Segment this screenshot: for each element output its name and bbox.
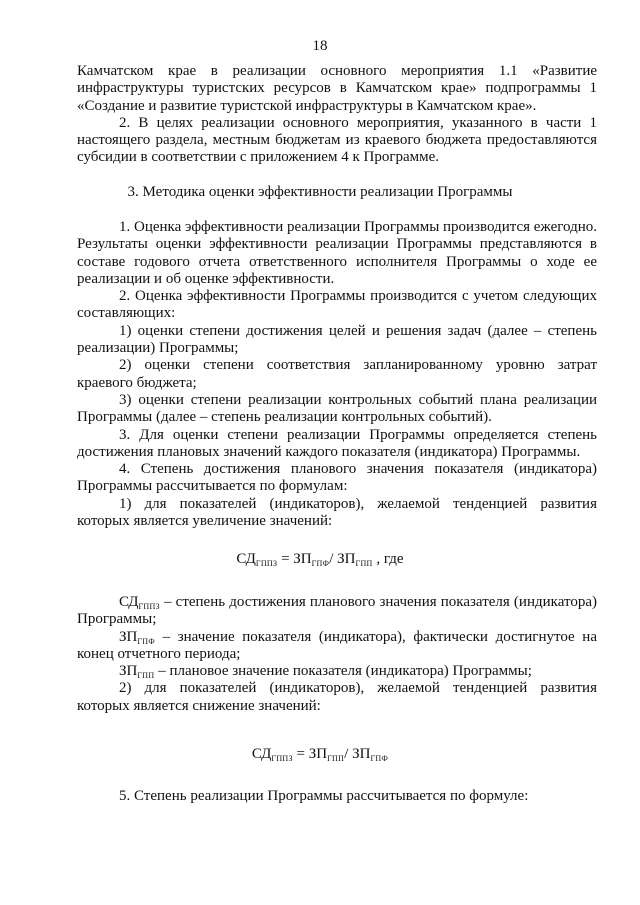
formula-increase: $СД_{ГППЗ} = ЗП_{ГПФ}/$ $ЗП_{ГПП}$ , где <box>236 551 404 568</box>
paragraph-5: 5. Степень реализации Программы рассчитывается по формуле: <box>119 788 529 804</box>
page-number: 18 <box>312 38 328 54</box>
section-heading: 3. Методика оценки эффективности реализации Программы <box>127 184 513 200</box>
final-block <box>77 788 597 805</box>
paragraph-1: 1. Оценка эффективности реализации Программы производится ежегодно. Результаты оценки эффективности реализации Программы представляются в составе годового отчета ответственного исполнителя Программы о ходе ее реализации и об оценке эффективности. <box>77 219 598 287</box>
section-block <box>77 219 597 530</box>
paragraph-4: 4. Степень достижения планового значения показателя (индикатора) Программы рассчитывается по формулам: <box>77 461 597 495</box>
paragraph-item-2: 2) оценки степени соответствия запланированному уровню затрат краевого бюджета; <box>77 357 597 391</box>
intro-paragraph-1: Камчатском крае в реализации основного мероприятия 1.1 «Развитие инфраструктуры туристских ресурсов в Камчатском крае» подпрограммы 1 «Создание и развитие туристской инфраструктуры в Камчатском крае». <box>77 63 597 114</box>
paragraph-3: 3. Для оценки степени реализации Программы определяется степень достижения плановых значений каждого показателя (индикатора) Программы. <box>77 426 597 460</box>
paragraph-item-1: 1) оценки степени достижения целей и решения задач (далее – степень реализации) Программы; <box>77 322 597 357</box>
definition-sd: $СД_{ГППЗ}$ – степень достижения планового значения показателя (индикатора) Программы; <box>77 594 597 628</box>
intro-block <box>77 63 597 167</box>
definitions-block <box>77 594 597 715</box>
paragraph-decrease: 2) для показателей (индикаторов), желаемой тенденцией развития которых является снижение значений: <box>77 680 597 714</box>
definition-zp-plan: $ЗП_{ГПП}$ – плановое значение показателя (индикатора) Программы; <box>119 663 532 681</box>
formula-decrease: $СД_{ГППЗ} = ЗП_{ГПП}/$ $ЗП_{ГПФ}$ <box>251 746 389 763</box>
paragraph-item-3: 3) оценки степени реализации контрольных событий плана реализации Программы (далее – степень реализации контрольных событий). <box>77 391 597 426</box>
intro-paragraph-2: 2. В целях реализации основного мероприятия, указанного в части 1 настоящего раздела, местным бюджетам из краевого бюджета предоставляются субсидии в соответствии с приложением 4 к Программе. <box>77 114 597 166</box>
definition-zp-fact: $ЗП_{ГПФ}$ – значение показателя (индикатора), фактически достигнутое на конец отчетного периода; <box>77 628 597 662</box>
paragraph-2: 2. Оценка эффективности Программы производится с учетом следующих составляющих: <box>77 288 597 322</box>
paragraph-increase: 1) для показателей (индикаторов), желаемой тенденцией развития которых является увеличение значений: <box>77 495 597 530</box>
